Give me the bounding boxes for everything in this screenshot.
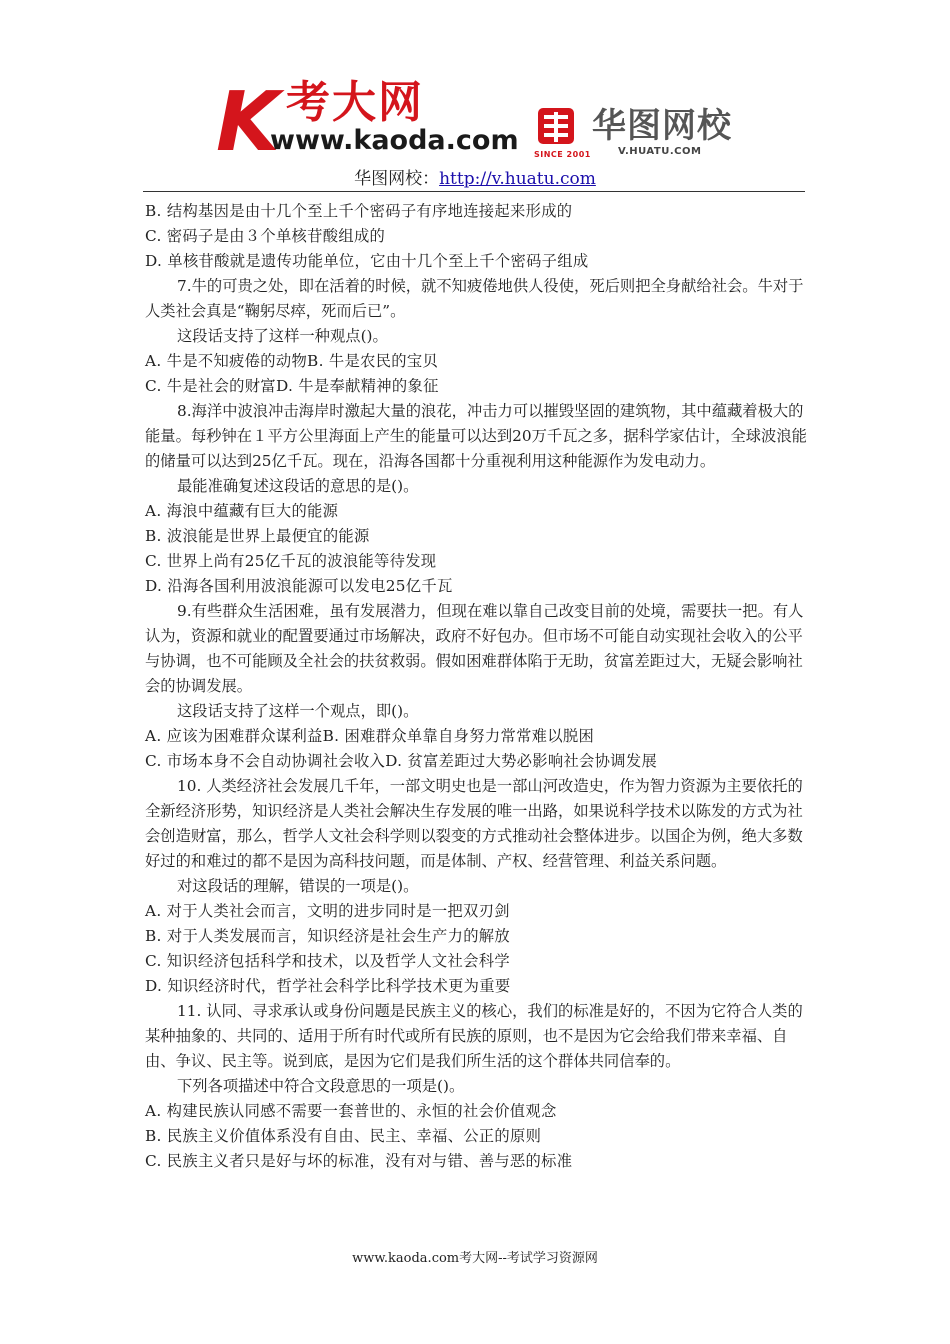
huatu-emblem-icon: [536, 106, 576, 146]
answer-option: A. 对于人类社会而言，文明的进步同时是一把双刃剑: [145, 902, 510, 920]
question-paragraph: 9.有些群众生活困难，虽有发展潜力，但现在难以靠自己改变目前的处境，需要扶一把。有人认为，资源和就业的配置要通过市场解决，政府不好包办。但市场不可能自动实现社会收入的公平与协调，也不可能顾及全社会的扶贫救弱。假如困难群体陷于无助，贫富差距过大，无疑会影响社会的协调发展。: [145, 602, 804, 695]
answer-option: D. 知识经济时代，哲学社会科学比科学技术更为重要: [145, 977, 511, 995]
page-footer: www.kaoda.com考大网--考试学习资源网: [352, 1251, 598, 1266]
question-paragraph: 11. 认同、寻求承认或身份问题是民族主义的核心，我们的标准是好的，不因为它符合人类的某种抽象的、共同的、适用于所有时代或所有民族的原则，也不是因为它会给我们带来幸福、自由、争议、民主等。说到底，是因为它们是我们所生活的这个群体共同信奉的。: [145, 1002, 803, 1070]
answer-option: C. 世界上尚有25亿千瓦的波浪能等待发现: [145, 552, 437, 570]
answer-option: C. 民族主义者只是好与坏的标准，没有对与错、善与恶的标准: [145, 1152, 573, 1170]
kaoda-logo-url: www.kaoda.com: [270, 125, 519, 156]
question-paragraph: 8.海洋中波浪冲击海岸时激起大量的浪花，冲击力可以摧毁坚固的建筑物，其中蕴藏着极大的能量。每秒钟在１平方公里海面上产生的能量可以达到20万千瓦之多，据科学家估计，全球波浪能的储量可以达到25亿千瓦。现在，沿海各国都十分重视利用这种能源作为发电动力。: [145, 402, 807, 470]
kaoda-logo[interactable]: [210, 75, 540, 170]
question-paragraph: 这段话支持了这样一个观点，即()。: [177, 702, 419, 720]
question-paragraph: 10. 人类经济社会发展几千年，一部文明史也是一部山河改造史，作为智力资源为主要依托的全新经济形势，知识经济是人类社会解决生存发展的唯一出路，如果说科学技术以陈发的方式为社会创造财富，那么，哲学人文社会科学则以裂变的方式推动社会整体进步。以国企为例，绝大多数好过的和难过的都不是因为高科技问题，而是体制、产权、经营管理、利益关系问题。: [145, 777, 803, 870]
answer-option: B. 对于人类发展而言，知识经济是社会生产力的解放: [145, 927, 510, 945]
header-divider: [143, 191, 805, 192]
huatu-since-text: SINCE 2001: [534, 150, 591, 159]
answer-option: B. 结构基因是由十几个至上千个密码子有序地连接起来形成的: [145, 202, 573, 220]
huatu-logo-title: 华图网校: [592, 106, 732, 146]
answer-option: A. 海浪中蕴藏有巨大的能源: [145, 502, 339, 520]
answer-option: D. 沿海各国利用波浪能源可以发电25亿千瓦: [145, 577, 453, 595]
answer-option: B. 波浪能是世界上最便宜的能源: [145, 527, 370, 545]
header-logos: [210, 75, 770, 170]
kaoda-logo-title: 考大网: [286, 77, 424, 128]
question-paragraph: 这段话支持了这样一种观点()。: [177, 327, 388, 345]
question-paragraph: 对这段话的理解，错误的一项是()。: [177, 877, 419, 895]
kaoda-k-mark: K: [216, 75, 280, 170]
question-paragraph: 下列各项描述中符合文段意思的一项是()。: [177, 1077, 465, 1095]
site-label: 华图网校：: [354, 169, 440, 189]
answer-option: C. 知识经济包括科学和技术，以及哲学人文社会科学: [145, 952, 510, 970]
question-paragraph: 7.牛的可贵之处，即在活着的时候，就不知疲倦地供人役使，死后则把全身献给社会。牛对于人类社会真是“鞠躬尽瘁，死而后已”。: [145, 277, 804, 320]
site-link[interactable]: http://v.huatu.com: [439, 169, 596, 189]
huatu-logo[interactable]: [536, 106, 776, 166]
answer-option: A. 牛是不知疲倦的动物B. 牛是农民的宝贝: [145, 352, 439, 370]
document-body: [145, 199, 810, 1174]
answer-option: B. 民族主义价值体系没有自由、民主、幸福、公正的原则: [145, 1127, 542, 1145]
huatu-logo-url: V.HUATU.COM: [618, 146, 702, 157]
answer-option: D. 单核苷酸就是遗传功能单位，它由十几个至上千个密码子组成: [145, 252, 589, 270]
answer-option: C. 牛是社会的财富D. 牛是奉献精神的象征: [145, 377, 439, 395]
answer-option: A. 应该为困难群众谋利益B. 困难群众单靠自身努力常常难以脱困: [145, 727, 595, 745]
answer-option: C. 密码子是由３个单核苷酸组成的: [145, 227, 386, 245]
question-paragraph: 最能准确复述这段话的意思的是()。: [177, 477, 419, 495]
answer-option: C. 市场本身不会自动协调社会收入D. 贫富差距过大势必影响社会协调发展: [145, 752, 658, 770]
answer-option: A. 构建民族认同感不需要一套普世的、永恒的社会价值观念: [145, 1102, 557, 1120]
site-line: [0, 168, 950, 190]
